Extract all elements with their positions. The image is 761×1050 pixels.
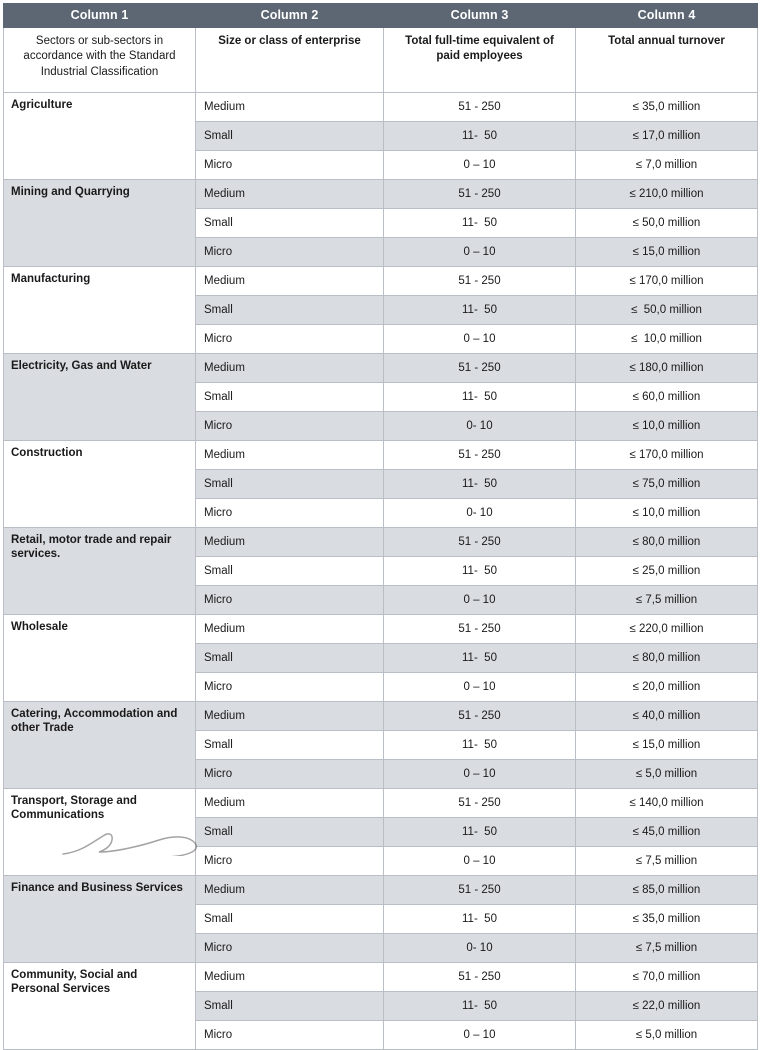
enterprise-size-cell: Medium xyxy=(196,615,384,644)
annual-turnover-cell: ≤ 80,0 million xyxy=(576,528,758,557)
annual-turnover-cell: ≤ 35,0 million xyxy=(576,905,758,934)
employee-count-cell: 11- 50 xyxy=(384,905,576,934)
sector-name-cell: Wholesale xyxy=(4,615,196,702)
annual-turnover-cell: ≤ 22,0 million xyxy=(576,992,758,1021)
enterprise-size-cell: Small xyxy=(196,905,384,934)
employee-count-cell: 0 – 10 xyxy=(384,1021,576,1050)
enterprise-size-cell: Medium xyxy=(196,93,384,122)
sector-name-cell: Community, Social and Personal Services xyxy=(4,963,196,1050)
enterprise-size-cell: Small xyxy=(196,731,384,760)
annual-turnover-cell: ≤ 10,0 million xyxy=(576,325,758,354)
employee-count-cell: 51 - 250 xyxy=(384,615,576,644)
employee-count-cell: 11- 50 xyxy=(384,992,576,1021)
annual-turnover-cell: ≤ 15,0 million xyxy=(576,731,758,760)
table-row xyxy=(4,528,758,557)
enterprise-size-cell: Micro xyxy=(196,586,384,615)
table-row xyxy=(4,441,758,470)
employee-count-cell: 51 - 250 xyxy=(384,528,576,557)
enterprise-size-cell: Medium xyxy=(196,441,384,470)
employee-count-cell: 0- 10 xyxy=(384,934,576,963)
enterprise-size-cell: Small xyxy=(196,122,384,151)
sector-name-cell: Finance and Business Services xyxy=(4,876,196,963)
table-row xyxy=(4,267,758,296)
sector-name-cell: Electricity, Gas and Water xyxy=(4,354,196,441)
annual-turnover-cell: ≤ 50,0 million xyxy=(576,296,758,325)
employee-count-cell: 11- 50 xyxy=(384,296,576,325)
annual-turnover-cell: ≤ 7,0 million xyxy=(576,151,758,180)
employee-count-cell: 51 - 250 xyxy=(384,267,576,296)
sector-name-cell: Agriculture xyxy=(4,93,196,180)
annual-turnover-cell: ≤ 170,0 million xyxy=(576,267,758,296)
table-row xyxy=(4,93,758,122)
enterprise-size-cell: Micro xyxy=(196,847,384,876)
annual-turnover-cell: ≤ 40,0 million xyxy=(576,702,758,731)
employee-count-cell: 51 - 250 xyxy=(384,93,576,122)
column-number-band xyxy=(4,4,758,28)
annual-turnover-cell: ≤ 220,0 million xyxy=(576,615,758,644)
enterprise-size-cell: Medium xyxy=(196,354,384,383)
sector-name-cell: Construction xyxy=(4,441,196,528)
annual-turnover-cell: ≤ 210,0 million xyxy=(576,180,758,209)
employee-count-cell: 0 – 10 xyxy=(384,586,576,615)
employee-count-cell: 51 - 250 xyxy=(384,963,576,992)
enterprise-size-cell: Small xyxy=(196,818,384,847)
enterprise-size-cell: Small xyxy=(196,296,384,325)
annual-turnover-cell: ≤ 140,0 million xyxy=(576,789,758,818)
enterprise-size-cell: Medium xyxy=(196,180,384,209)
annual-turnover-cell: ≤ 180,0 million xyxy=(576,354,758,383)
annual-turnover-cell: ≤ 25,0 million xyxy=(576,557,758,586)
sector-name-cell: Transport, Storage and Communications xyxy=(4,789,196,876)
sector-name-cell: Mining and Quarrying xyxy=(4,180,196,267)
enterprise-size-cell: Micro xyxy=(196,325,384,354)
enterprise-size-cell: Small xyxy=(196,383,384,412)
table-body xyxy=(4,93,758,1050)
employee-count-cell: 0 – 10 xyxy=(384,847,576,876)
annual-turnover-cell: ≤ 5,0 million xyxy=(576,1021,758,1050)
employee-count-cell: 51 - 250 xyxy=(384,441,576,470)
enterprise-size-cell: Micro xyxy=(196,760,384,789)
annual-turnover-cell: ≤ 45,0 million xyxy=(576,818,758,847)
sector-name-cell: Catering, Accommodation and other Trade xyxy=(4,702,196,789)
table-row xyxy=(4,963,758,992)
enterprise-size-cell: Micro xyxy=(196,673,384,702)
column-label-3: Column 3 xyxy=(384,4,576,28)
table-row xyxy=(4,354,758,383)
sector-name-cell: Manufacturing xyxy=(4,267,196,354)
employee-count-cell: 51 - 250 xyxy=(384,876,576,905)
table-row xyxy=(4,702,758,731)
employee-count-cell: 0 – 10 xyxy=(384,238,576,267)
enterprise-size-cell: Micro xyxy=(196,934,384,963)
enterprise-size-cell: Medium xyxy=(196,267,384,296)
enterprise-size-cell: Medium xyxy=(196,963,384,992)
employee-count-cell: 11- 50 xyxy=(384,122,576,151)
annual-turnover-cell: ≤ 17,0 million xyxy=(576,122,758,151)
employee-count-cell: 11- 50 xyxy=(384,557,576,586)
annual-turnover-cell: ≤ 7,5 million xyxy=(576,586,758,615)
subheader-employees: Total full-time equivalent of paid employees xyxy=(384,28,576,93)
employee-count-cell: 11- 50 xyxy=(384,731,576,760)
table-row xyxy=(4,180,758,209)
enterprise-size-cell: Small xyxy=(196,209,384,238)
employee-count-cell: 11- 50 xyxy=(384,644,576,673)
column-description-row xyxy=(4,28,758,93)
annual-turnover-cell: ≤ 85,0 million xyxy=(576,876,758,905)
enterprise-size-cell: Micro xyxy=(196,238,384,267)
annual-turnover-cell: ≤ 170,0 million xyxy=(576,441,758,470)
employee-count-cell: 51 - 250 xyxy=(384,180,576,209)
table-row xyxy=(4,876,758,905)
column-label-4: Column 4 xyxy=(576,4,758,28)
employee-count-cell: 11- 50 xyxy=(384,818,576,847)
annual-turnover-cell: ≤ 70,0 million xyxy=(576,963,758,992)
employee-count-cell: 0- 10 xyxy=(384,412,576,441)
employee-count-cell: 11- 50 xyxy=(384,209,576,238)
employee-count-cell: 0- 10 xyxy=(384,499,576,528)
table-row xyxy=(4,789,758,818)
enterprise-size-cell: Micro xyxy=(196,499,384,528)
enterprise-size-cell: Medium xyxy=(196,876,384,905)
enterprise-size-cell: Small xyxy=(196,557,384,586)
annual-turnover-cell: ≤ 60,0 million xyxy=(576,383,758,412)
enterprise-size-cell: Small xyxy=(196,992,384,1021)
column-label-1: Column 1 xyxy=(4,4,196,28)
annual-turnover-cell: ≤ 15,0 million xyxy=(576,238,758,267)
annual-turnover-cell: ≤ 35,0 million xyxy=(576,93,758,122)
sector-name-cell: Retail, motor trade and repair services. xyxy=(4,528,196,615)
column-label-2: Column 2 xyxy=(196,4,384,28)
annual-turnover-cell: ≤ 75,0 million xyxy=(576,470,758,499)
employee-count-cell: 0 – 10 xyxy=(384,760,576,789)
enterprise-size-cell: Micro xyxy=(196,151,384,180)
annual-turnover-cell: ≤ 20,0 million xyxy=(576,673,758,702)
annual-turnover-cell: ≤ 50,0 million xyxy=(576,209,758,238)
enterprise-size-cell: Medium xyxy=(196,789,384,818)
employee-count-cell: 0 – 10 xyxy=(384,151,576,180)
subheader-size-class: Size or class of enterprise xyxy=(196,28,384,93)
enterprise-size-cell: Micro xyxy=(196,1021,384,1050)
annual-turnover-cell: ≤ 10,0 million xyxy=(576,499,758,528)
annual-turnover-cell: ≤ 7,5 million xyxy=(576,934,758,963)
enterprise-size-classification-table xyxy=(3,3,758,1050)
enterprise-size-cell: Small xyxy=(196,470,384,499)
annual-turnover-cell: ≤ 5,0 million xyxy=(576,760,758,789)
annual-turnover-cell: ≤ 10,0 million xyxy=(576,412,758,441)
subheader-sectors: Sectors or sub-sectors in accordance with the Standard Industrial Classification xyxy=(4,28,196,93)
table-row xyxy=(4,615,758,644)
subheader-turnover: Total annual turnover xyxy=(576,28,758,93)
employee-count-cell: 51 - 250 xyxy=(384,354,576,383)
employee-count-cell: 0 – 10 xyxy=(384,325,576,354)
employee-count-cell: 0 – 10 xyxy=(384,673,576,702)
table-header xyxy=(4,4,758,93)
enterprise-size-cell: Micro xyxy=(196,412,384,441)
employee-count-cell: 51 - 250 xyxy=(384,702,576,731)
annual-turnover-cell: ≤ 7,5 million xyxy=(576,847,758,876)
enterprise-size-cell: Medium xyxy=(196,528,384,557)
enterprise-size-cell: Medium xyxy=(196,702,384,731)
employee-count-cell: 11- 50 xyxy=(384,383,576,412)
employee-count-cell: 51 - 250 xyxy=(384,789,576,818)
employee-count-cell: 11- 50 xyxy=(384,470,576,499)
enterprise-size-cell: Small xyxy=(196,644,384,673)
annual-turnover-cell: ≤ 80,0 million xyxy=(576,644,758,673)
